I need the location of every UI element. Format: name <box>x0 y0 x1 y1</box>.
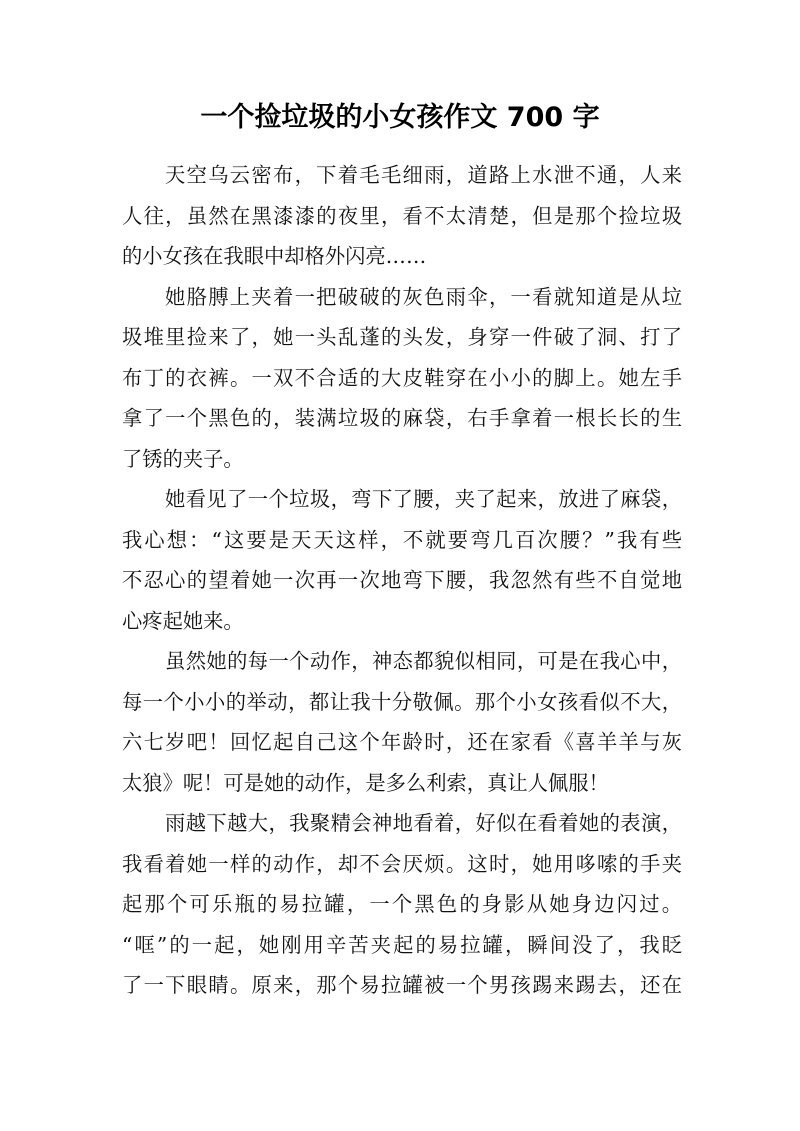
text-line: 布丁的衣裤。一双不合适的大皮鞋穿在小小的脚上。她左手 <box>122 365 682 390</box>
text-line: 的小女孩在我眼中却格外闪亮…… <box>122 244 427 268</box>
text-line: 虽然她的每一个动作，神态都貌似相同，可是在我心中， <box>165 649 682 673</box>
text-line: 拿了一个黑色的，装满垃圾的麻袋，右手拿着一根长长的生 <box>122 406 682 430</box>
text-line: 了锈的夹子。 <box>122 446 244 471</box>
document-title: 一个捡垃圾的小女孩作文 700 字 <box>200 102 600 133</box>
text-line: 每一个小小的举动，都让我十分敬佩。那个小女孩看似不大， <box>122 689 682 714</box>
text-line: 我心想：“这要是天天这样，不就要弯几百次腰？”我有些 <box>122 527 682 552</box>
document-body <box>122 155 682 1006</box>
text-line: 圾堆里捡来了，她一头乱蓬的头发，身穿一件破了洞、打了 <box>122 325 682 349</box>
text-line: 起那个可乐瓶的易拉罐，一个黑色的身影从她身边闪过。 <box>122 892 682 916</box>
text-line: 心疼起她来。 <box>122 608 244 633</box>
text-line: 了一下眼睛。原来，那个易拉罐被一个男孩踢来踢去，还在 <box>122 973 682 997</box>
text-line: 我看着她一样的动作，却不会厌烦。这时，她用哆嗦的手夹 <box>122 851 682 876</box>
text-line: 天空乌云密布，下着毛毛细雨，道路上水泄不通，人来 <box>165 163 682 187</box>
text-line: 太狼》呢！可是她的动作，是多么利索，真让人佩服！ <box>122 770 609 795</box>
text-line: 六七岁吧！回忆起自己这个年龄时，还在家看《喜羊羊与灰 <box>122 730 682 754</box>
text-line: 不忍心的望着她一次再一次地弯下腰，我忽然有些不自觉地 <box>122 568 682 592</box>
text-line: 她胳膊上夹着一把破破的灰色雨伞，一看就知道是从垃 <box>165 284 682 309</box>
text-line: “哐”的一起，她刚用辛苦夹起的易拉罐，瞬间没了，我眨 <box>122 932 682 957</box>
text-line: 人往，虽然在黑漆漆的夜里，看不太清楚，但是那个捡垃圾 <box>122 203 682 228</box>
text-line: 她看见了一个垃圾，弯下了腰，夹了起来，放进了麻袋， <box>165 487 682 511</box>
text-line: 雨越下越大，我聚精会神地看着，好似在看着她的表演， <box>165 811 682 835</box>
